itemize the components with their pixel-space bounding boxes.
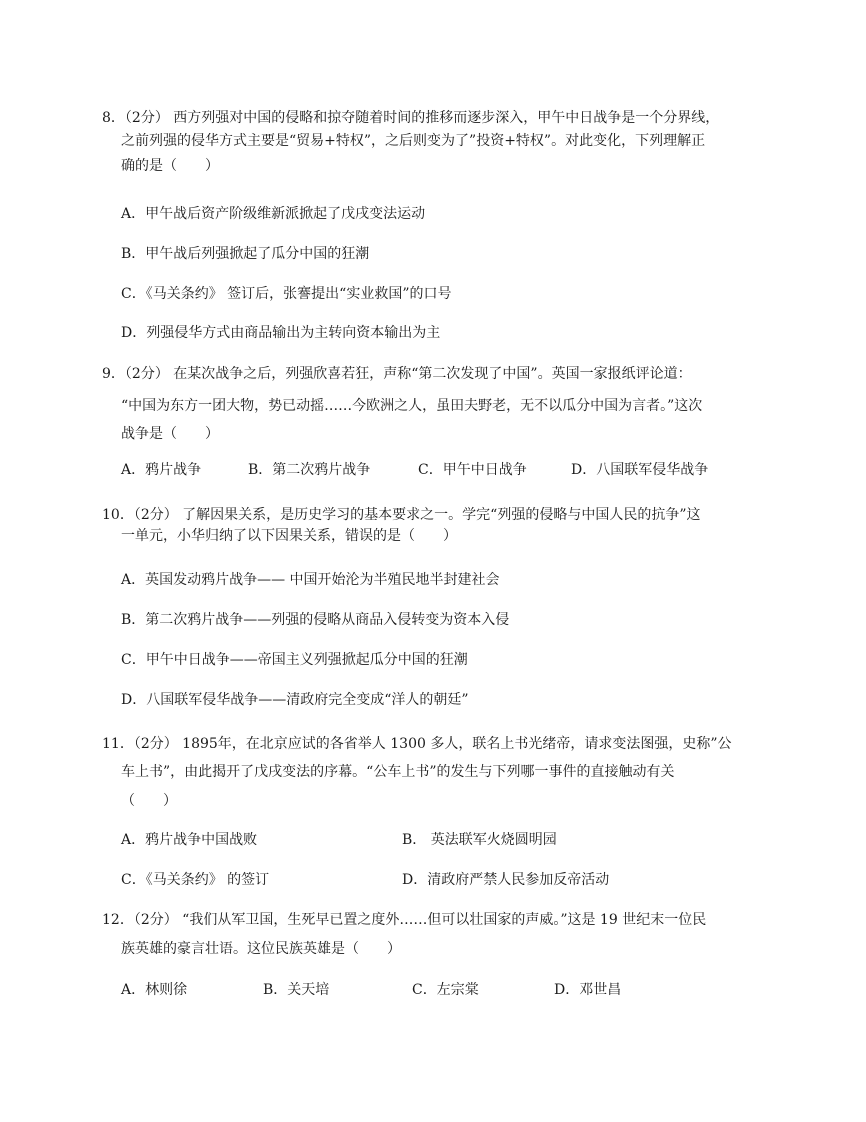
option-b: B．甲午战后列强掀起了瓜分中国的狂潮 (121, 246, 370, 262)
option-c: C．《马关条约》 的签订 (121, 872, 270, 888)
option-a: A．林则徐 (121, 982, 188, 998)
option-d: D．列强侵华方式由商品输出为主转向资本输出为主 (121, 325, 441, 341)
question-stem-line: 之前列强的侵华方式主要是“贸易+特权”，之后则变为了”投资+特权”。对此变化，下列理解正 (121, 133, 706, 149)
option-b: B．第二次鸦片战争——列强的侵略从商品入侵转变为资本入侵 (121, 612, 510, 628)
option-d: D．清政府严禁人民参加反帝活动 (402, 872, 610, 888)
option-d: D．八国联军侵华战争——清政府完全变成“洋人的朝廷” (121, 692, 469, 708)
question-stem-line: 确的是（ ） (121, 158, 219, 174)
question-stem-line: 一单元，小华归纳了以下因果关系，错误的是（ ） (121, 528, 457, 544)
option-a: A．鸦片战争 (121, 462, 202, 478)
question-stem-line: 10．（2分） 了解因果关系，是历史学习的基本要求之一。学完“列强的侵略与中国人民的抗争”这 (102, 507, 701, 523)
question-stem-line: （ ） (121, 793, 177, 809)
option-c: C．甲午中日战争 (418, 462, 527, 478)
option-a: A．甲午战后资产阶级维新派掀起了戊戌变法运动 (121, 206, 426, 222)
question-stem-line: 车上书”，由此揭开了戊戌变法的序幕。“公车上书”的发生与下列哪一事件的直接触动有关 (121, 764, 675, 780)
option-c: C．《马关条约》 签订后，张謇提出“实业救国”的口号 (121, 286, 452, 302)
question-stem-line: “中国为东方一团大物，势已动摇……今欧洲之人，虽田夫野老，无不以瓜分中国为言者。”这次 (121, 398, 703, 414)
option-c: C．甲午中日战争——帝国主义列强掀起瓜分中国的狂潮 (121, 652, 468, 668)
question-stem-line: 8．（2分） 西方列强对中国的侵略和掠夺随着时间的推移而逐步深入，甲午中日战争是一个分界线， (102, 110, 720, 126)
option-a: A．鸦片战争中国战败 (121, 832, 258, 848)
option-b: B．第二次鸦片战争 (248, 462, 371, 478)
option-d: D．邓世昌 (554, 982, 622, 998)
question-stem-line: 族英雄的豪言壮语。这位民族英雄是（ ） (121, 941, 401, 957)
option-c: C．左宗棠 (412, 982, 479, 998)
option-b: B．关天培 (263, 982, 330, 998)
option-d: D．八国联军侵华战争 (571, 462, 709, 478)
question-stem-line: 9．（2分） 在某次战争之后，列强欣喜若狂，声称“第二次发现了中国”。英国一家报纸评论道： (102, 366, 692, 382)
option-b: B． 英法联军火烧圆明园 (402, 832, 557, 848)
question-stem-line: 战争是（ ） (121, 426, 219, 442)
question-stem-line: 11．（2分） 1895年，在北京应试的各省举人 1300 多人，联名上书光绪帝，请求变法图强，史称”公 (102, 736, 732, 752)
option-a: A．英国发动鸦片战争—— 中国开始沦为半殖民地半封建社会 (121, 572, 500, 588)
question-stem-line: 12．（2分） “我们从军卫国，生死早已置之度外……但可以壮国家的声威。”这是 19 世纪末一位民 (102, 912, 707, 928)
